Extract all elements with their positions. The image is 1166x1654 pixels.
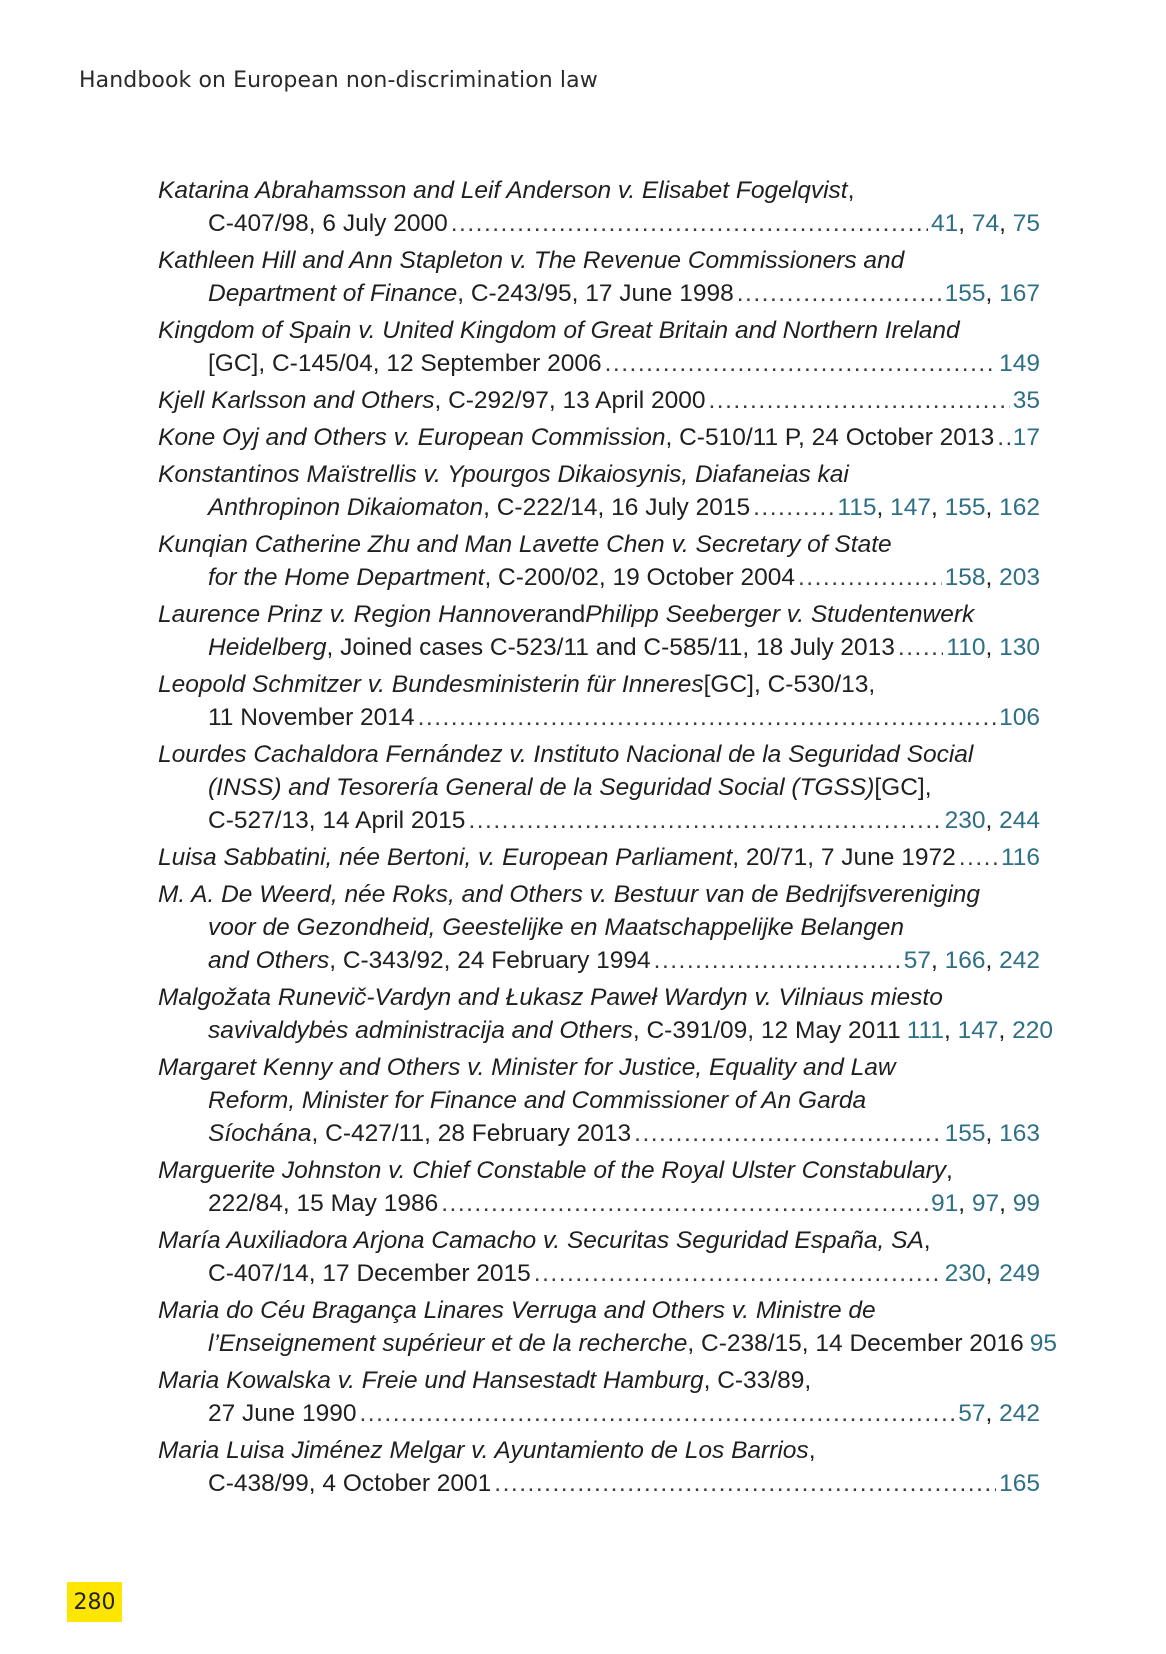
citation-text: , C-292/97, 13 April 2000 — [434, 387, 706, 414]
page-references — [945, 1117, 1040, 1150]
page-separator: , — [958, 1190, 972, 1217]
case-title-text: (INSS) and Tesorería General de la Seguridad Social (TGSS) — [208, 774, 875, 801]
index-entry — [158, 738, 1040, 837]
case-title-text: Maria Kowalska v. Freie und Hansestadt Hamburg — [158, 1367, 704, 1394]
dot-leader — [605, 347, 997, 380]
index-entry — [158, 1154, 1040, 1220]
page-separator: , — [985, 634, 1000, 661]
page-reference-link[interactable]: 165 — [999, 1470, 1040, 1497]
entry-line — [158, 804, 1040, 837]
entry-line — [158, 384, 1040, 417]
page-reference-link[interactable]: 220 — [1012, 1017, 1054, 1044]
page-separator: , — [985, 947, 1000, 974]
page-reference-link[interactable]: 158 — [944, 564, 986, 591]
page-reference-link[interactable]: 147 — [957, 1017, 999, 1044]
page-reference-link[interactable]: 244 — [999, 807, 1040, 834]
citation-text: , C-222/14, 16 July 2015 — [483, 494, 751, 521]
page-separator: , — [985, 564, 1000, 591]
page-references — [945, 277, 1040, 310]
page-separator: , — [985, 807, 1000, 834]
citation-text: C-407/14, 17 December 2015 — [208, 1260, 531, 1287]
page-reference-link[interactable]: 41 — [930, 210, 959, 237]
entry-line — [158, 1467, 1040, 1500]
citation-text: , — [946, 1157, 953, 1184]
entry-line — [158, 1154, 1040, 1187]
page-reference-link[interactable]: 167 — [999, 280, 1040, 307]
entry-line — [158, 701, 1040, 734]
index-entry — [158, 668, 1040, 734]
index-entry — [158, 1051, 1040, 1150]
entry-line — [158, 771, 1040, 804]
citation-text: , Joined cases C-523/11 and C-585/11, 18 July 2013 — [326, 634, 895, 661]
page-references — [904, 944, 1040, 977]
entry-line — [158, 347, 1040, 380]
case-title-text: Marguerite Johnston v. Chief Constable of the Royal Ulster Constabulary — [158, 1157, 947, 1184]
page-reference-link[interactable]: 106 — [999, 704, 1040, 731]
citation-text: [GC], C-530/13, — [703, 671, 876, 698]
entry-line — [158, 738, 1040, 771]
entry-line — [158, 314, 1040, 347]
index-entry — [158, 174, 1040, 240]
page-reference-link[interactable]: 149 — [999, 350, 1040, 377]
page-reference-link[interactable]: 242 — [999, 1400, 1040, 1427]
page-separator: , — [985, 1120, 1000, 1147]
citation-text: C-438/99, 4 October 2001 — [208, 1470, 492, 1497]
page-separator: , — [943, 1017, 958, 1044]
page-reference-link[interactable]: 35 — [1012, 387, 1040, 414]
case-title-text: Lourdes Cachaldora Fernández v. Instituto Nacional de la Seguridad Social — [158, 741, 974, 768]
page-reference-link[interactable]: 155 — [944, 494, 986, 521]
page-references — [945, 561, 1040, 594]
citation-text: , C-238/15, 14 December 2016 — [687, 1330, 1024, 1357]
case-title-text: Heidelberg — [208, 634, 327, 661]
entry-line — [158, 1397, 1040, 1430]
entry-line — [158, 561, 1040, 594]
page-separator: , — [985, 494, 1000, 521]
page-separator: , — [999, 210, 1013, 237]
page-separator: , — [958, 210, 972, 237]
citation-text: 11 November 2014 — [208, 704, 415, 731]
citation-text: , C-427/11, 28 February 2013 — [311, 1120, 632, 1147]
case-title-text: Luisa Sabbatini, née Bertoni, v. European Parliament — [158, 844, 733, 871]
citation-text: 27 June 1990 — [208, 1400, 357, 1427]
entry-line — [158, 878, 1040, 911]
page-references — [999, 1467, 1040, 1500]
citation-text: , C-510/11 P, 24 October 2013 — [665, 424, 995, 451]
entry-line — [158, 1117, 1040, 1150]
page-reference-link[interactable]: 75 — [1012, 210, 1040, 237]
entry-line — [158, 1084, 1040, 1117]
page-references — [945, 1257, 1040, 1290]
index-entry — [158, 244, 1040, 310]
page-reference-link[interactable]: 166 — [944, 947, 986, 974]
case-title-text: Laurence Prinz v. Region Hannover — [158, 601, 545, 628]
page-reference-link[interactable]: 155 — [944, 280, 986, 307]
case-title-text: Síochána — [208, 1120, 312, 1147]
page-references — [999, 347, 1040, 380]
dot-leader — [737, 277, 942, 310]
dot-leader — [709, 384, 1010, 417]
index-entry — [158, 598, 1040, 664]
case-title-text: Philipp Seeberger v. Studentenwerk — [585, 601, 975, 628]
entry-line — [158, 1014, 1054, 1047]
entry-line — [158, 668, 1040, 701]
page-references — [958, 1397, 1040, 1430]
page-references — [931, 207, 1040, 240]
index-entry — [158, 1434, 1040, 1500]
page-reference-link[interactable]: 203 — [999, 564, 1040, 591]
case-title-text: Konstantinos Maïstrellis v. Ypourgos Dikaiosynis, Diafaneias kai — [158, 461, 849, 488]
citation-text: , C-243/95, 17 June 1998 — [457, 280, 734, 307]
dot-leader — [753, 491, 834, 524]
case-title-text: Kingdom of Spain v. United Kingdom of Great Britain and Northern Ireland — [158, 317, 960, 344]
citation-text: [GC], — [874, 774, 932, 801]
entry-line — [158, 1257, 1040, 1290]
entry-line — [158, 1224, 1040, 1257]
page-reference-link[interactable]: 110 — [946, 634, 986, 661]
case-title-text: and Others — [208, 947, 330, 974]
index-entry — [158, 981, 1054, 1047]
case-title-text: Malgožata Runevič-Vardyn and Łukasz Paweł Wardyn v. Vilniaus miesto — [158, 984, 943, 1011]
case-title-text: Kjell Karlsson and Others — [158, 387, 435, 414]
citation-text: C-407/98, 6 July 2000 — [208, 210, 448, 237]
entry-line — [158, 174, 1040, 207]
page-reference-link[interactable]: 115 — [837, 494, 877, 521]
entry-line — [158, 981, 1040, 1014]
dot-leader — [451, 207, 928, 240]
entry-line — [158, 841, 1040, 874]
dot-leader — [494, 1467, 996, 1500]
dot-leader — [534, 1257, 942, 1290]
citation-text: C-527/13, 14 April 2015 — [208, 807, 466, 834]
entry-line — [158, 421, 1040, 454]
citation-text: , C-33/89, — [703, 1367, 812, 1394]
case-title-text: Kunqian Catherine Zhu and Man Lavette Chen v. Secretary of State — [158, 531, 892, 558]
dot-leader — [360, 1397, 956, 1430]
page-reference-link[interactable]: 57 — [903, 947, 931, 974]
case-title-text: Kone Oyj and Others v. European Commission — [158, 424, 666, 451]
index-entry — [158, 841, 1040, 874]
page-references — [946, 631, 1040, 664]
page-references — [1001, 841, 1040, 874]
citation-text: and — [544, 601, 586, 628]
dot-leader — [654, 944, 901, 977]
page-references — [1013, 384, 1040, 417]
entry-line — [158, 458, 1040, 491]
page-reference-link[interactable]: 17 — [1012, 424, 1040, 451]
dot-leader — [798, 561, 942, 594]
page-reference-link[interactable]: 230 — [944, 807, 986, 834]
page-reference-link[interactable]: 242 — [999, 947, 1040, 974]
page-reference-link[interactable]: 162 — [999, 494, 1040, 521]
index-entry — [158, 528, 1040, 594]
page-reference-link[interactable]: 155 — [944, 1120, 986, 1147]
case-title-text: savivaldybės administracija and Others — [208, 1017, 633, 1044]
page-separator: , — [930, 494, 945, 521]
index-entry — [158, 384, 1040, 417]
citation-text: 222/84, 15 May 1986 — [208, 1190, 439, 1217]
page-reference-link[interactable]: 57 — [958, 1400, 986, 1427]
entry-line — [158, 244, 1040, 277]
entry-line — [158, 1327, 1058, 1360]
dot-leader — [418, 701, 997, 734]
page-references — [837, 491, 1040, 524]
case-title-text: M. A. De Weerd, née Roks, and Others v. Bestuur van de Bedrijfsvereniging — [158, 881, 981, 908]
case-title-text: Reform, Minister for Finance and Commissioner of An Garda — [208, 1087, 867, 1114]
page-references — [945, 804, 1040, 837]
case-index-list — [158, 174, 1058, 1504]
entry-line — [158, 944, 1040, 977]
page-separator: , — [999, 1190, 1013, 1217]
entry-line — [158, 1294, 1040, 1327]
entry-line — [158, 1051, 1040, 1084]
page-reference-link[interactable]: 116 — [1000, 844, 1040, 871]
case-title-text: l’Enseignement supérieur et de la recherche — [208, 1330, 688, 1357]
page-separator: , — [998, 1017, 1013, 1044]
page-reference-link[interactable]: 163 — [999, 1120, 1040, 1147]
page-reference-link[interactable]: 230 — [944, 1260, 986, 1287]
case-title-text: Maria Luisa Jiménez Melgar v. Ayuntamiento de Los Barrios — [158, 1437, 809, 1464]
page-references — [1013, 421, 1040, 454]
citation-text: , — [923, 1227, 931, 1254]
index-entry — [158, 458, 1040, 524]
entry-line — [158, 277, 1040, 310]
dot-leader — [898, 631, 944, 664]
index-entry — [158, 314, 1040, 380]
case-title-text: Anthropinon Dikaiomaton — [208, 494, 484, 521]
page-references — [907, 1014, 1053, 1047]
page-separator: , — [985, 280, 1000, 307]
entry-line — [158, 911, 1040, 944]
page-reference-link[interactable]: 95 — [1029, 1330, 1058, 1357]
entry-line — [158, 1364, 1040, 1397]
page-separator: , — [930, 947, 945, 974]
entry-line — [158, 491, 1040, 524]
case-title-text: Margaret Kenny and Others v. Minister for Justice, Equality and Law — [158, 1054, 896, 1081]
index-entry — [158, 878, 1040, 977]
citation-text: , C-391/09, 12 May 2011 — [632, 1017, 901, 1044]
page-reference-link[interactable]: 147 — [890, 494, 931, 521]
page-reference-link[interactable]: 111 — [906, 1017, 944, 1044]
case-title-text: Kathleen Hill and Ann Stapleton v. The Revenue Commissioners and — [158, 247, 905, 274]
entry-line — [158, 1187, 1040, 1220]
running-header: Handbook on European non-discrimination law — [79, 68, 598, 93]
page-reference-link[interactable]: 74 — [971, 210, 1000, 237]
case-title-text: María Auxiliadora Arjona Camacho v. Securitas Seguridad España, SA — [158, 1227, 924, 1254]
citation-text: , — [808, 1437, 816, 1464]
dot-leader — [997, 421, 1010, 454]
case-title-text: voor de Gezondheid, Geestelijke en Maatschappelijke Belangen — [208, 914, 904, 941]
dot-leader — [959, 841, 998, 874]
case-title-text: Department of Finance — [208, 280, 458, 307]
case-title-text: Katarina Abrahamsson and Leif Anderson v. Elisabet Fogelqvist — [158, 177, 848, 204]
index-entry — [158, 421, 1040, 454]
index-entry — [158, 1294, 1058, 1360]
citation-text: , C-343/92, 24 February 1994 — [329, 947, 651, 974]
case-title-text: for the Home Department — [208, 564, 485, 591]
case-title-text: Maria do Céu Bragança Linares Verruga and Others v. Ministre de — [158, 1297, 876, 1324]
page-number: 280 — [67, 1582, 122, 1622]
citation-text: , C-200/02, 19 October 2004 — [484, 564, 795, 591]
dot-leader — [468, 804, 941, 837]
page-references — [1030, 1327, 1057, 1360]
entry-line — [158, 528, 1040, 561]
citation-text: [GC], C-145/04, 12 September 2006 — [208, 350, 602, 377]
citation-text: , 20/71, 7 June 1972 — [732, 844, 956, 871]
page-separator: , — [876, 494, 891, 521]
case-title-text: Leopold Schmitzer v. Bundesministerin für Inneres — [158, 671, 704, 698]
dot-leader — [634, 1117, 941, 1150]
citation-text: , — [847, 177, 855, 204]
entry-line — [158, 1434, 1040, 1467]
index-entry — [158, 1224, 1040, 1290]
entry-line — [158, 207, 1040, 240]
page-reference-link[interactable]: 91 — [930, 1190, 959, 1217]
page-reference-link[interactable]: 249 — [999, 1260, 1040, 1287]
page-references — [931, 1187, 1040, 1220]
page-separator: , — [985, 1260, 1000, 1287]
page-reference-link[interactable]: 130 — [999, 634, 1040, 661]
entry-line — [158, 598, 1040, 631]
page-separator: , — [985, 1400, 1000, 1427]
entry-line — [158, 631, 1040, 664]
page-references — [999, 701, 1040, 734]
index-entry — [158, 1364, 1040, 1430]
page-reference-link[interactable]: 97 — [971, 1190, 1000, 1217]
page-reference-link[interactable]: 99 — [1012, 1190, 1040, 1217]
dot-leader — [441, 1187, 928, 1220]
